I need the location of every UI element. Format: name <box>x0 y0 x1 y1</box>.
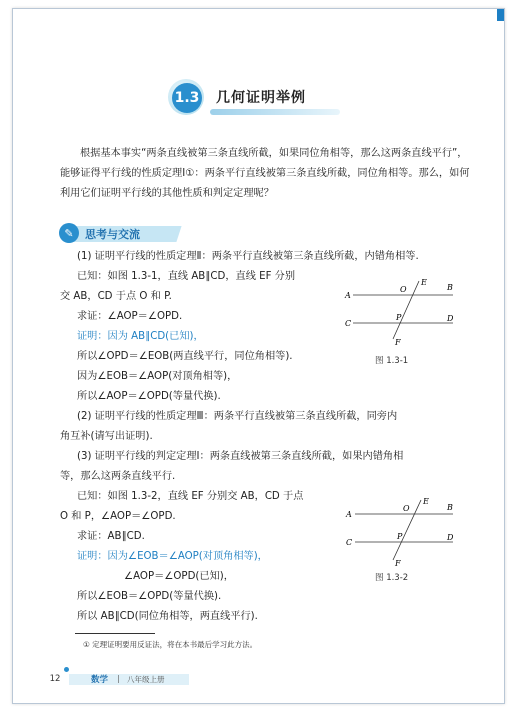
proof-line: 证明：因为 AB∥CD(已知)， <box>77 331 204 342</box>
label-d: D <box>447 533 454 542</box>
label-b: B <box>447 503 453 512</box>
text-line: 角互补(请写出证明). <box>60 431 153 442</box>
figure-1-3-2 <box>341 496 461 566</box>
intro-paragraph: 根据基本事实“两条直线被第三条直线所截，如果同位角相等，那么这两条直线平行”，能够证得平行线的性质定理Ⅰ①：两条平行直线被第三条直线所截，同位角相等。那么，如何利用它们证明平行线的其他性质和判定定理呢？ <box>60 148 470 199</box>
top-edge-mark <box>497 9 504 21</box>
text-line: (1) 证明平行线的性质定理Ⅱ：两条平行直线被第三条直线所截，内错角相等. <box>77 251 419 262</box>
textbook-page <box>12 8 505 704</box>
proof-line: 证明：因为∠EOB＝∠AOP(对顶角相等)， <box>77 551 268 562</box>
label-o: O <box>400 285 407 294</box>
figure-1-3-1 <box>341 277 461 347</box>
footer-subject: 数学 <box>91 675 109 685</box>
label-p: P <box>397 532 403 541</box>
think-and-discuss-heading <box>59 223 189 245</box>
figure-2-caption: 图 1.3-2 <box>375 573 409 583</box>
text-line: 等，那么这两条直线平行. <box>60 471 176 482</box>
page-dot-marker <box>64 667 69 672</box>
text-line: ∠AOP＝∠OPD(已知)， <box>124 571 234 582</box>
label-c: C <box>346 538 353 547</box>
section-number-badge: 1.3 <box>172 83 202 113</box>
label-f: F <box>395 338 401 347</box>
figure-1-caption: 图 1.3-1 <box>375 356 409 366</box>
text-line: 所以 AB∥CD(同位角相等，两直线平行). <box>77 611 258 622</box>
label-f: F <box>395 559 401 566</box>
label-e: E <box>421 278 427 287</box>
label-o: O <box>403 504 410 513</box>
footer-grade: 八年级上册 <box>127 675 165 684</box>
footnote: ① 定理证明要用反证法，将在本书最后学习此方法。 <box>83 640 258 649</box>
footer-separator: | <box>117 674 120 683</box>
section-header <box>158 75 358 119</box>
label-p: P <box>396 313 402 322</box>
section-title-underline <box>210 109 340 115</box>
label-a: A <box>345 291 351 300</box>
page-number: 12 <box>49 674 61 684</box>
text-line: 所以∠AOP＝∠OPD(等量代换). <box>77 391 221 402</box>
text-line: (3) 证明平行线的判定定理Ⅰ：两条直线被第三条直线所截，如果内错角相 <box>77 451 404 462</box>
text-line: 所以∠OPD＝∠EOB(两直线平行，同位角相等). <box>77 351 293 362</box>
label-a: A <box>346 510 352 519</box>
text-line: 已知：如图 1.3-1，直线 AB∥CD，直线 EF 分别 <box>77 271 296 282</box>
text-line: O 和 P，∠AOP＝∠OPD. <box>60 511 176 522</box>
text-line: 已知：如图 1.3-2，直线 EF 分别交 AB，CD 于点 <box>77 491 304 502</box>
text-line: 求证：∠AOP＝∠OPD. <box>77 311 183 322</box>
page-footer <box>47 671 347 687</box>
label-d: D <box>447 314 454 323</box>
lightbulb-icon: ✎ <box>59 223 79 243</box>
label-c: C <box>345 319 352 328</box>
text-line: 求证：AB∥CD. <box>77 531 145 542</box>
footnote-rule <box>75 633 155 634</box>
label-e: E <box>423 497 429 506</box>
text-line: 所以∠EOB＝∠OPD(等量代换). <box>77 591 222 602</box>
text-line: 交 AB，CD 于点 O 和 P. <box>60 291 172 302</box>
label-b: B <box>447 283 453 292</box>
section-title: 几何证明举例 <box>216 90 306 106</box>
text-line: (2) 证明平行线的性质定理Ⅲ：两条平行直线被第三条直线所截，同旁内 <box>77 411 398 422</box>
think-heading-title: 思考与交流 <box>85 228 140 241</box>
text-line: 因为∠EOB＝∠AOP(对顶角相等)， <box>77 371 238 382</box>
